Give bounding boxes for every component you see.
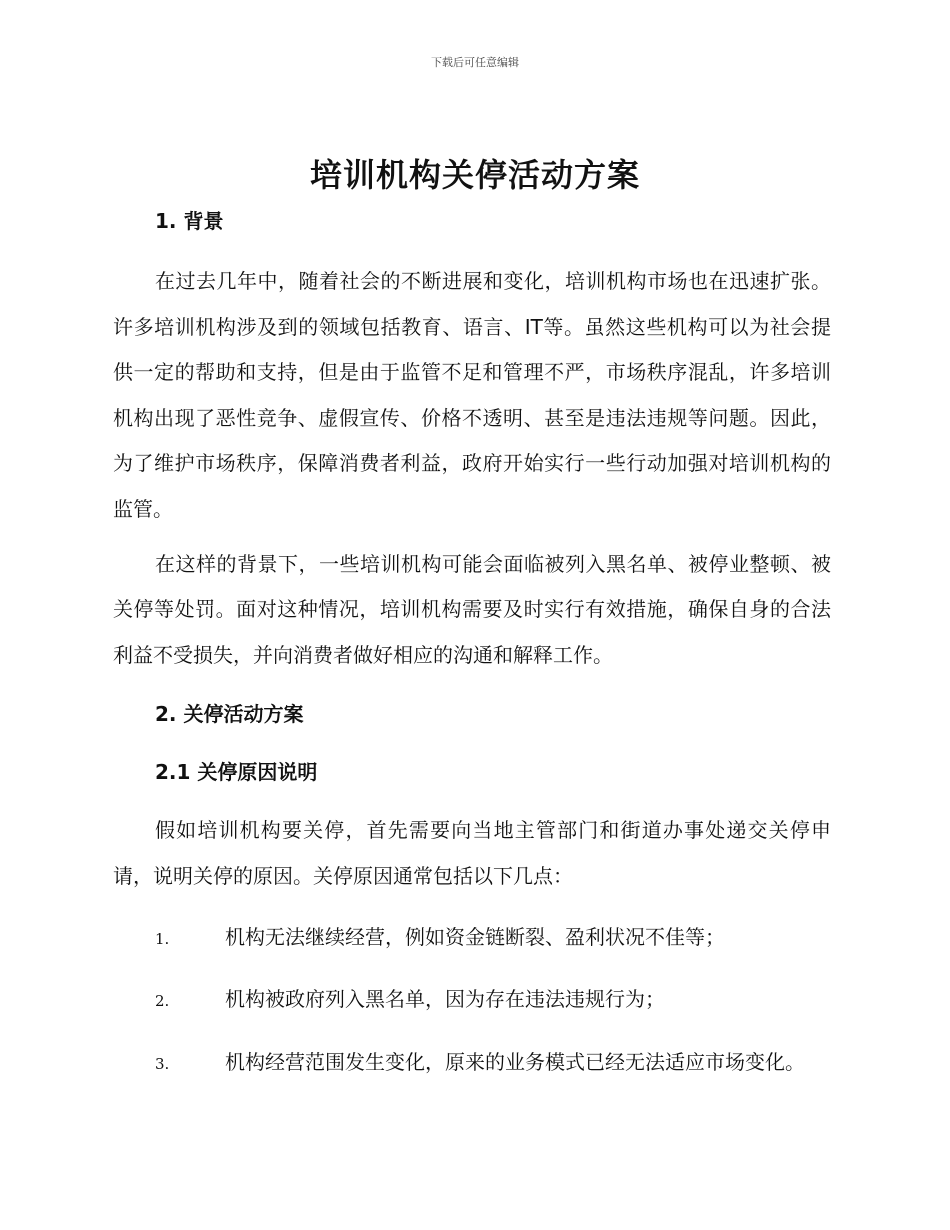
- list-item: [113, 1040, 831, 1088]
- list-item-text: 机构无法继续经营，例如资金链断裂、盈利状况不佳等；: [225, 924, 725, 949]
- section-heading-plan: 2. 关停活动方案: [155, 702, 304, 727]
- paragraph: 在这样的背景下，一些培训机构可能会面临被列入黑名单、被停业整顿、被关停等处罚。面对这种情况，培训机构需要及时实行有效措施，确保自身的合法利益不受损失，并向消费者做好相应的沟通和解释工作。: [113, 551, 831, 667]
- list-number: 2.: [155, 992, 170, 1011]
- list-number: 1.: [155, 929, 170, 948]
- page-header-note: 下载后可任意编辑: [431, 56, 519, 69]
- document-title: 培训机构关停活动方案: [309, 156, 640, 194]
- list-item-text: 机构被政府列入黑名单，因为存在违法违规行为；: [225, 987, 665, 1012]
- list-item-text: 机构经营范围发生变化，原来的业务模式已经无法适应市场变化。: [225, 1049, 805, 1074]
- list-item: [113, 977, 831, 1025]
- document-body: [113, 203, 831, 1087]
- section-heading-background: 1. 背景: [155, 209, 224, 233]
- list-number: 3.: [155, 1054, 170, 1073]
- list-item: [113, 915, 831, 963]
- paragraph: 假如培训机构要关停，首先需要向当地主管部门和街道办事处递交关停申请，说明关停的原因。关停原因通常包括以下几点：: [113, 818, 831, 888]
- paragraph: 在过去几年中，随着社会的不断进展和变化，培训机构市场也在迅速扩张。许多培训机构涉及到的领域包括教育、语言、IT等。虽然这些机构可以为社会提供一定的帮助和支持，但是由于监管不足和管理不严，市场秩序混乱，许多培训机构出现了恶性竞争、虚假宣传、价格不透明、甚至是违法违规等问题。因此，为了维护市场秩序，保障消费者利益，政府开始实行一些行动加强对培训机构的监管。: [113, 269, 831, 521]
- subsection-heading-reason: 2.1 关停原因说明: [155, 760, 318, 785]
